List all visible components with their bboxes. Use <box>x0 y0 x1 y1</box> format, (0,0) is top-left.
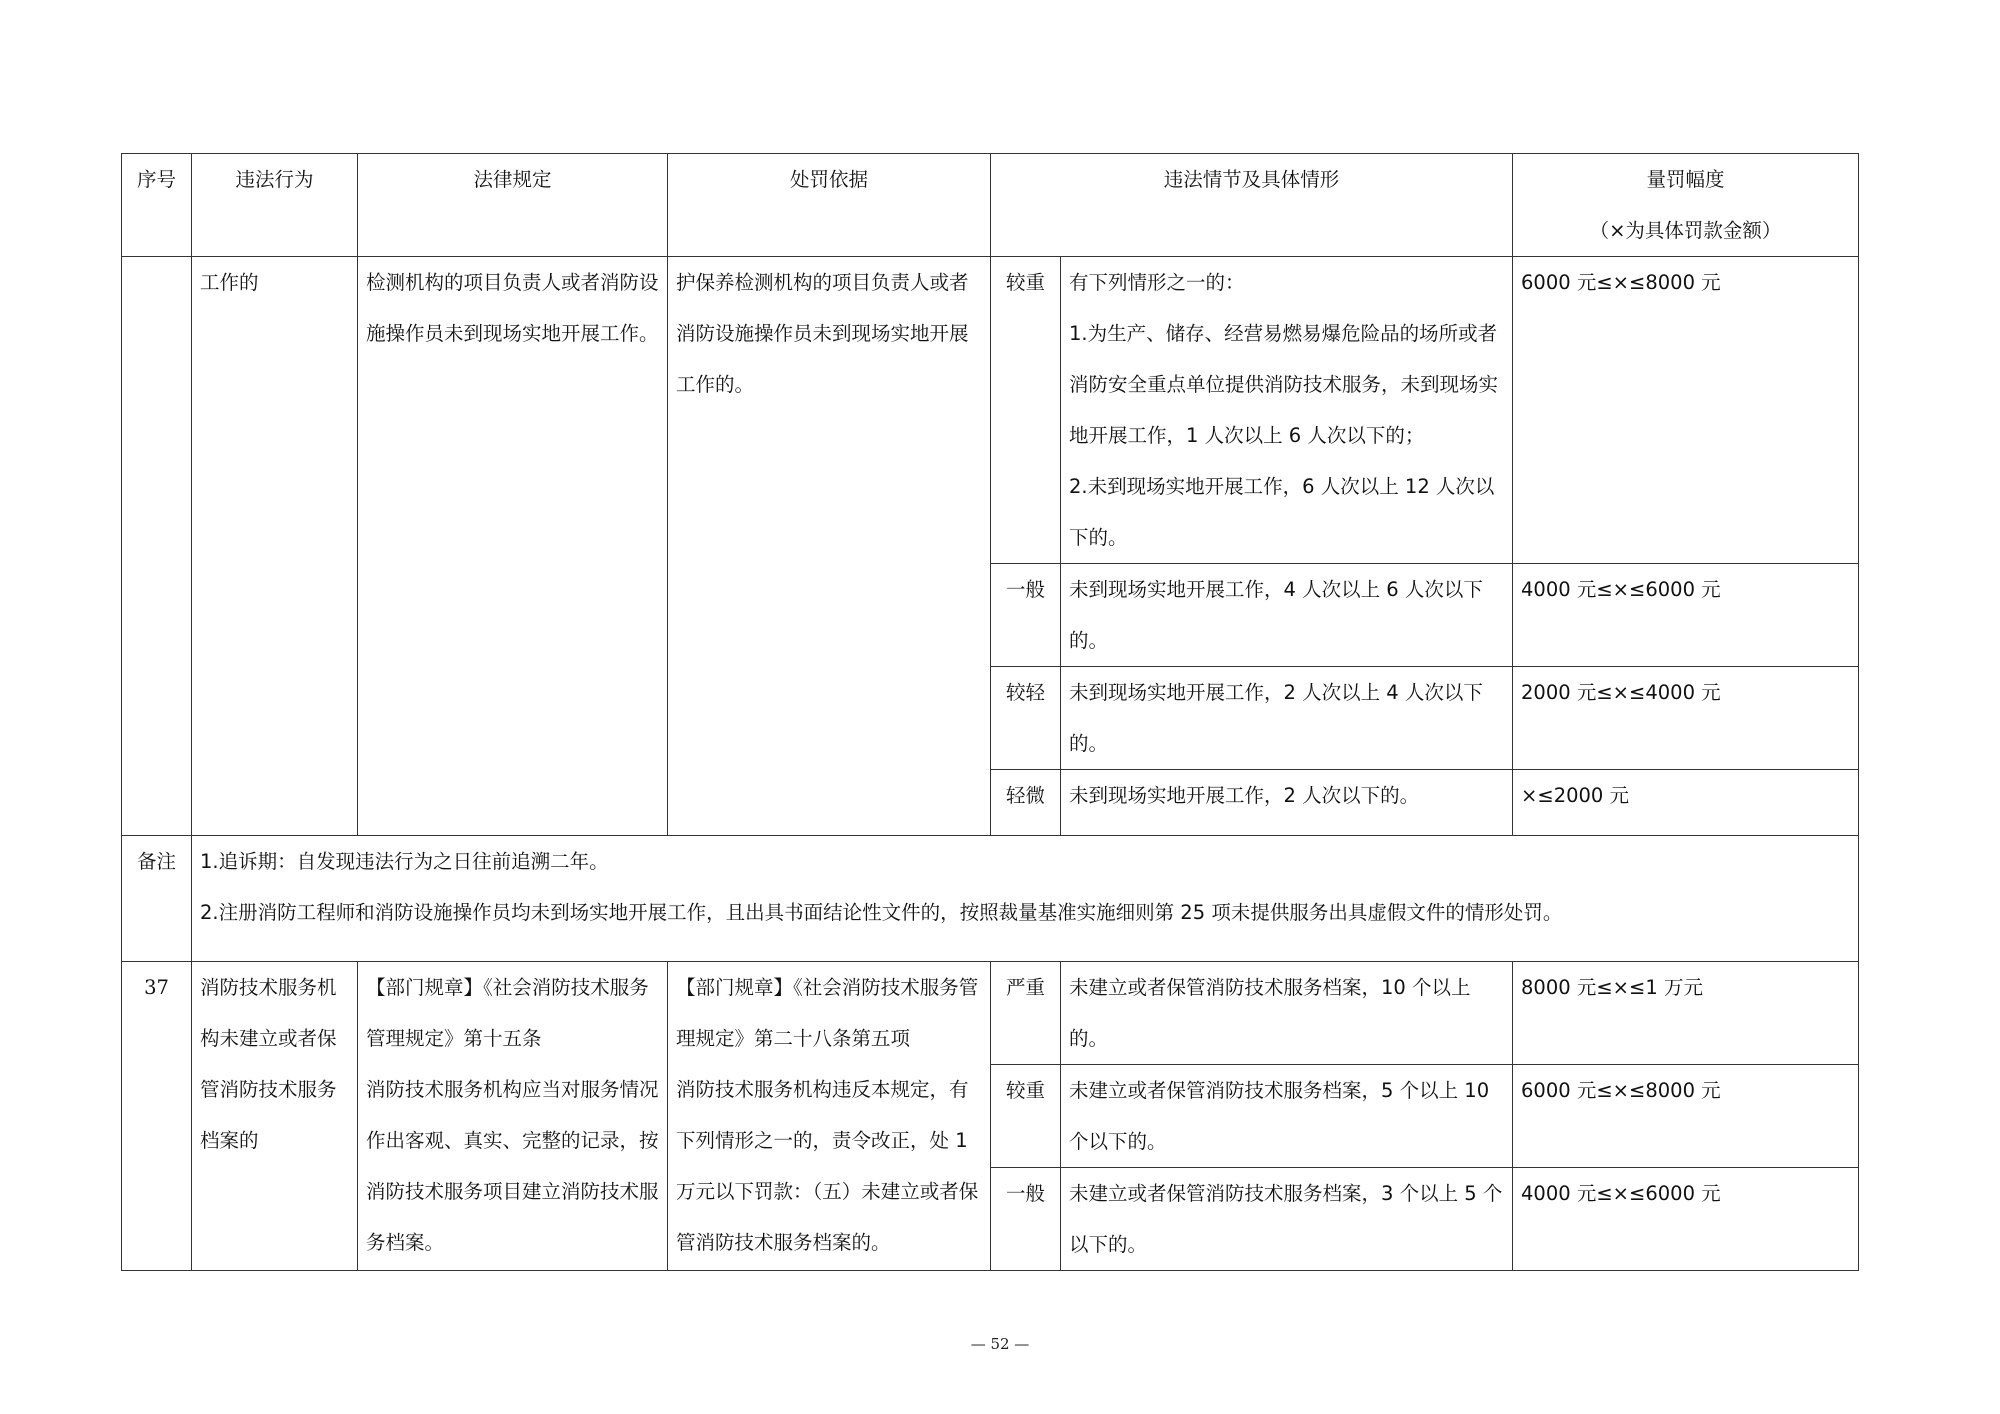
header-seq: 序号 <box>122 154 192 257</box>
penalty-range: 6000 元≤×≤8000 元 <box>1513 257 1859 564</box>
remarks-content <box>192 836 1859 962</box>
cont-violation: 工作的 <box>192 257 358 836</box>
item-violation: 消防技术服务机构未建立或者保管消防技术服务档案的 <box>192 962 358 1271</box>
circumstance-text: 未建立或者保管消防技术服务档案，3 个以上 5 个以下的。 <box>1061 1168 1513 1271</box>
remark-line: 1.追诉期：自发现违法行为之日往前追溯二年。 <box>200 850 609 873</box>
circumstance-text: 未建立或者保管消防技术服务档案，5 个以上 10 个以下的。 <box>1061 1065 1513 1168</box>
cont-penalty-basis: 护保养检测机构的项目负责人或者消防设施操作员未到现场实地开展工作的。 <box>668 257 991 836</box>
severity-level: 轻微 <box>991 770 1061 836</box>
penalty-range: 4000 元≤×≤6000 元 <box>1513 564 1859 667</box>
header-legal-provision: 法律规定 <box>358 154 668 257</box>
severity-level: 较轻 <box>991 667 1061 770</box>
penalty-basis-text: 消防技术服务机构违反本规定，有下列情形之一的，责令改正，处 1 万元以下罚款：（五）未建立或者保管消防技术服务档案的。 <box>676 1078 979 1254</box>
severity-level: 较重 <box>991 257 1061 564</box>
item-seq: 37 <box>122 962 192 1271</box>
circumstance-text: 未到现场实地开展工作，4 人次以上 6 人次以下的。 <box>1061 564 1513 667</box>
severity-level: 严重 <box>991 962 1061 1065</box>
page-number: — 52 — <box>970 1335 1030 1353</box>
penalty-table <box>121 153 1859 1271</box>
circumstance-line: 有下列情形之一的： <box>1069 271 1245 294</box>
circumstance-line: 2.未到现场实地开展工作，6 人次以上 12 人次以下的。 <box>1069 475 1495 549</box>
item-legal-provision <box>358 962 668 1271</box>
cont-seq-cell <box>122 257 192 836</box>
header-range-title: 量罚幅度 <box>1646 168 1725 191</box>
penalty-range: ×≤2000 元 <box>1513 770 1859 836</box>
circumstance-text: 未建立或者保管消防技术服务档案，10 个以上的。 <box>1061 962 1513 1065</box>
item-penalty-basis <box>668 962 991 1271</box>
penalty-range: 4000 元≤×≤6000 元 <box>1513 1168 1859 1271</box>
penalty-basis-source: 【部门规章】《社会消防技术服务管理规定》第二十八条第五项 <box>676 976 979 1050</box>
penalty-range: 6000 元≤×≤8000 元 <box>1513 1065 1859 1168</box>
legal-provision-source: 【部门规章】《社会消防技术服务管理规定》第十五条 <box>366 976 649 1050</box>
header-range-note: （×为具体罚款金额） <box>1589 219 1782 242</box>
severity-level: 较重 <box>991 1065 1061 1168</box>
cont-legal-provision: 检测机构的项目负责人或者消防设施操作员未到现场实地开展工作。 <box>358 257 668 836</box>
circumstance-text: 未到现场实地开展工作，2 人次以上 4 人次以下的。 <box>1061 667 1513 770</box>
penalty-range: 2000 元≤×≤4000 元 <box>1513 667 1859 770</box>
remarks-row <box>122 836 1859 962</box>
header-violation: 违法行为 <box>192 154 358 257</box>
table-row <box>122 962 1859 1065</box>
header-penalty-basis: 处罚依据 <box>668 154 991 257</box>
header-penalty-range <box>1513 154 1859 257</box>
circumstance-text: 未到现场实地开展工作，2 人次以下的。 <box>1061 770 1513 836</box>
remark-line: 2.注册消防工程师和消防设施操作员均未到场实地开展工作，且出具书面结论性文件的，按照裁量基准实施细则第 25 项未提供服务出具虚假文件的情形处罚。 <box>200 901 1563 924</box>
table-header-row <box>122 154 1859 257</box>
header-circumstance: 违法情节及具体情形 <box>991 154 1513 257</box>
table-row <box>122 257 1859 564</box>
circumstance-line: 1.为生产、储存、经营易燃易爆危险品的场所或者消防安全重点单位提供消防技术服务，未到现场实地开展工作，1 人次以上 6 人次以下的； <box>1069 322 1499 447</box>
remarks-label: 备注 <box>122 836 192 962</box>
penalty-range: 8000 元≤×≤1 万元 <box>1513 962 1859 1065</box>
severity-level: 一般 <box>991 564 1061 667</box>
circumstance-text <box>1061 257 1513 564</box>
legal-provision-text: 消防技术服务机构应当对服务情况作出客观、真实、完整的记录，按消防技术服务项目建立消防技术服务档案。 <box>366 1078 659 1254</box>
severity-level: 一般 <box>991 1168 1061 1271</box>
